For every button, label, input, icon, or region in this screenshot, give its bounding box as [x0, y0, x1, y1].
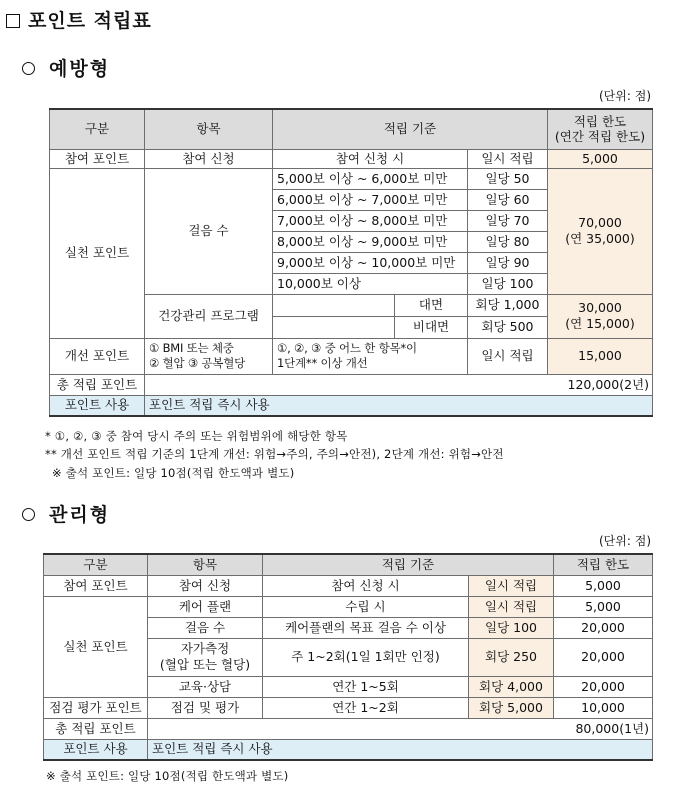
header-criteria: 적립 기준	[263, 554, 554, 575]
program-criteria-cell	[273, 294, 468, 316]
cell-point: 회당 4,000	[469, 676, 554, 697]
header-limit	[548, 109, 653, 149]
cell-criteria: 케어플랜의 목표 걸음 수 이상	[263, 617, 469, 638]
cell-point: 일당 100	[469, 617, 554, 638]
cell-point: 일당 80	[468, 231, 548, 252]
cell-category: 참여 포인트	[50, 149, 145, 168]
cell-criteria: 연간 1~5회	[263, 676, 469, 697]
cell-criteria: 수립 시	[263, 596, 469, 617]
cell-criteria: 8,000보 이상 ~ 9,000보 미만	[273, 231, 468, 252]
cell-criteria: 연간 1~2회	[263, 697, 469, 718]
page-heading	[6, 6, 152, 33]
criteria-line1: ①, ②, ③ 중 어느 한 항목*이	[277, 341, 417, 356]
cell-point: 회당 250	[469, 638, 554, 676]
cell-point: 일시 적립	[468, 338, 548, 374]
cell-point: 일시 적립	[468, 149, 548, 168]
cell-criteria: 참여 신청 시	[263, 575, 469, 596]
footnote: ※ 출석 포인트: 일당 10점(적립 한도액과 별도)	[52, 466, 295, 480]
header-item: 항목	[148, 554, 263, 575]
cell-item: 걸음 수	[148, 617, 263, 638]
cell-limit	[548, 168, 653, 294]
item-line1: 자가측정	[180, 641, 230, 657]
cell-category: 점검 평가 포인트	[44, 697, 148, 718]
use-label: 포인트 사용	[50, 395, 145, 416]
cell-point: 일시 적립	[469, 575, 554, 596]
item-line1: ① BMI 또는 체중	[149, 341, 234, 356]
header-limit-line1: 적립 한도	[573, 113, 627, 129]
unit-label: (단위: 점)	[599, 534, 651, 548]
header-limit: 적립 한도	[554, 554, 653, 575]
cell-limit: 15,000	[548, 338, 653, 374]
use-value: 포인트 적립 즉시 사용	[148, 739, 653, 760]
program-mode: 대면	[418, 297, 444, 313]
cell-limit: 10,000	[554, 697, 653, 718]
cell-limit: 5,000	[548, 149, 653, 168]
cell-item: 참여 신청	[148, 575, 263, 596]
header-item: 항목	[145, 109, 273, 149]
cell-criteria: 참여 신청 시	[273, 149, 468, 168]
prevention-table	[49, 108, 653, 417]
cell-item: 점검 및 평가	[148, 697, 263, 718]
cell-criteria: 9,000보 이상 ~ 10,000보 미만	[273, 252, 468, 273]
cell-item: 교육·상담	[148, 676, 263, 697]
unit-label: (단위: 점)	[599, 89, 651, 103]
cell-item: 참여 신청	[145, 149, 273, 168]
footnote: ** 개선 포인트 적립 기준의 1단계 개선: 위험→주의, 주의→안전), 2단계 개선: 위험→안전	[45, 447, 504, 461]
header-category: 구분	[44, 554, 148, 575]
cell-item: 걸음 수	[145, 168, 273, 294]
criteria-line2: 1단계** 이상 개선	[277, 356, 368, 370]
page-heading-text: 포인트 적립표	[28, 10, 152, 32]
limit-line2: (연 35,000)	[565, 231, 635, 246]
program-criteria-cell	[273, 316, 468, 338]
cell-point: 회당 5,000	[469, 697, 554, 718]
cell-item: 케어 플랜	[148, 596, 263, 617]
total-value: 80,000(1년)	[148, 718, 653, 739]
cell-criteria: 주 1~2회(1일 1회만 인정)	[263, 638, 469, 676]
cell-item	[148, 638, 263, 676]
footnote: * ①, ②, ③ 중 참여 당시 주의 또는 위험범위에 해당한 항목	[45, 429, 348, 443]
cell-item	[145, 338, 273, 374]
cell-item: 건강관리 프로그램	[145, 294, 273, 338]
cell-criteria	[273, 338, 468, 374]
cell-criteria: 6,000보 이상 ~ 7,000보 미만	[273, 189, 468, 210]
header-limit-line2: (연간 적립 한도)	[554, 129, 646, 145]
cell-point: 일당 60	[468, 189, 548, 210]
cell-limit: 20,000	[554, 617, 653, 638]
use-value: 포인트 적립 즉시 사용	[145, 395, 653, 416]
total-value: 120,000(2년)	[145, 374, 653, 395]
limit-line2: (연 15,000)	[565, 316, 635, 331]
item-line2: (혈압 또는 혈당)	[159, 657, 251, 672]
circle-bullet-icon	[22, 62, 35, 75]
cell-category: 실천 포인트	[44, 596, 148, 697]
cell-point: 일당 90	[468, 252, 548, 273]
cell-criteria: 7,000보 이상 ~ 8,000보 미만	[273, 210, 468, 231]
footnote: ※ 출석 포인트: 일당 10점(적립 한도액과 별도)	[46, 769, 289, 783]
cell-point: 일당 100	[468, 273, 548, 294]
cell-point: 회당 1,000	[468, 294, 548, 316]
use-label: 포인트 사용	[44, 739, 148, 760]
total-label: 총 적립 포인트	[44, 718, 148, 739]
section-title-prevention	[22, 54, 110, 81]
management-table	[43, 553, 653, 761]
cell-limit: 5,000	[554, 596, 653, 617]
limit-line1: 70,000	[578, 215, 622, 231]
circle-bullet-icon	[22, 508, 35, 521]
cell-limit: 20,000	[554, 638, 653, 676]
cell-point: 일당 50	[468, 168, 548, 189]
cell-limit: 20,000	[554, 676, 653, 697]
header-category: 구분	[50, 109, 145, 149]
program-criteria-top	[273, 295, 395, 316]
cell-category: 참여 포인트	[44, 575, 148, 596]
cell-point: 일당 70	[468, 210, 548, 231]
cell-limit: 5,000	[554, 575, 653, 596]
square-bullet-icon	[6, 14, 20, 28]
item-line2: ② 혈압 ③ 공복혈당	[149, 356, 246, 370]
program-mode: 비대면	[412, 319, 450, 335]
cell-category: 개선 포인트	[50, 338, 145, 374]
cell-point: 회당 500	[468, 316, 548, 338]
cell-criteria: 10,000보 이상	[273, 273, 468, 294]
header-criteria: 적립 기준	[273, 109, 548, 149]
limit-line1: 30,000	[578, 300, 622, 316]
program-criteria-bottom	[273, 317, 395, 338]
cell-criteria: 5,000보 이상 ~ 6,000보 미만	[273, 168, 468, 189]
section-title-text: 관리형	[49, 504, 111, 526]
section-title-management	[22, 500, 110, 527]
section-title-text: 예방형	[49, 58, 111, 80]
cell-point: 일시 적립	[469, 596, 554, 617]
cell-limit	[548, 294, 653, 338]
cell-category: 실천 포인트	[50, 168, 145, 338]
total-label: 총 적립 포인트	[50, 374, 145, 395]
